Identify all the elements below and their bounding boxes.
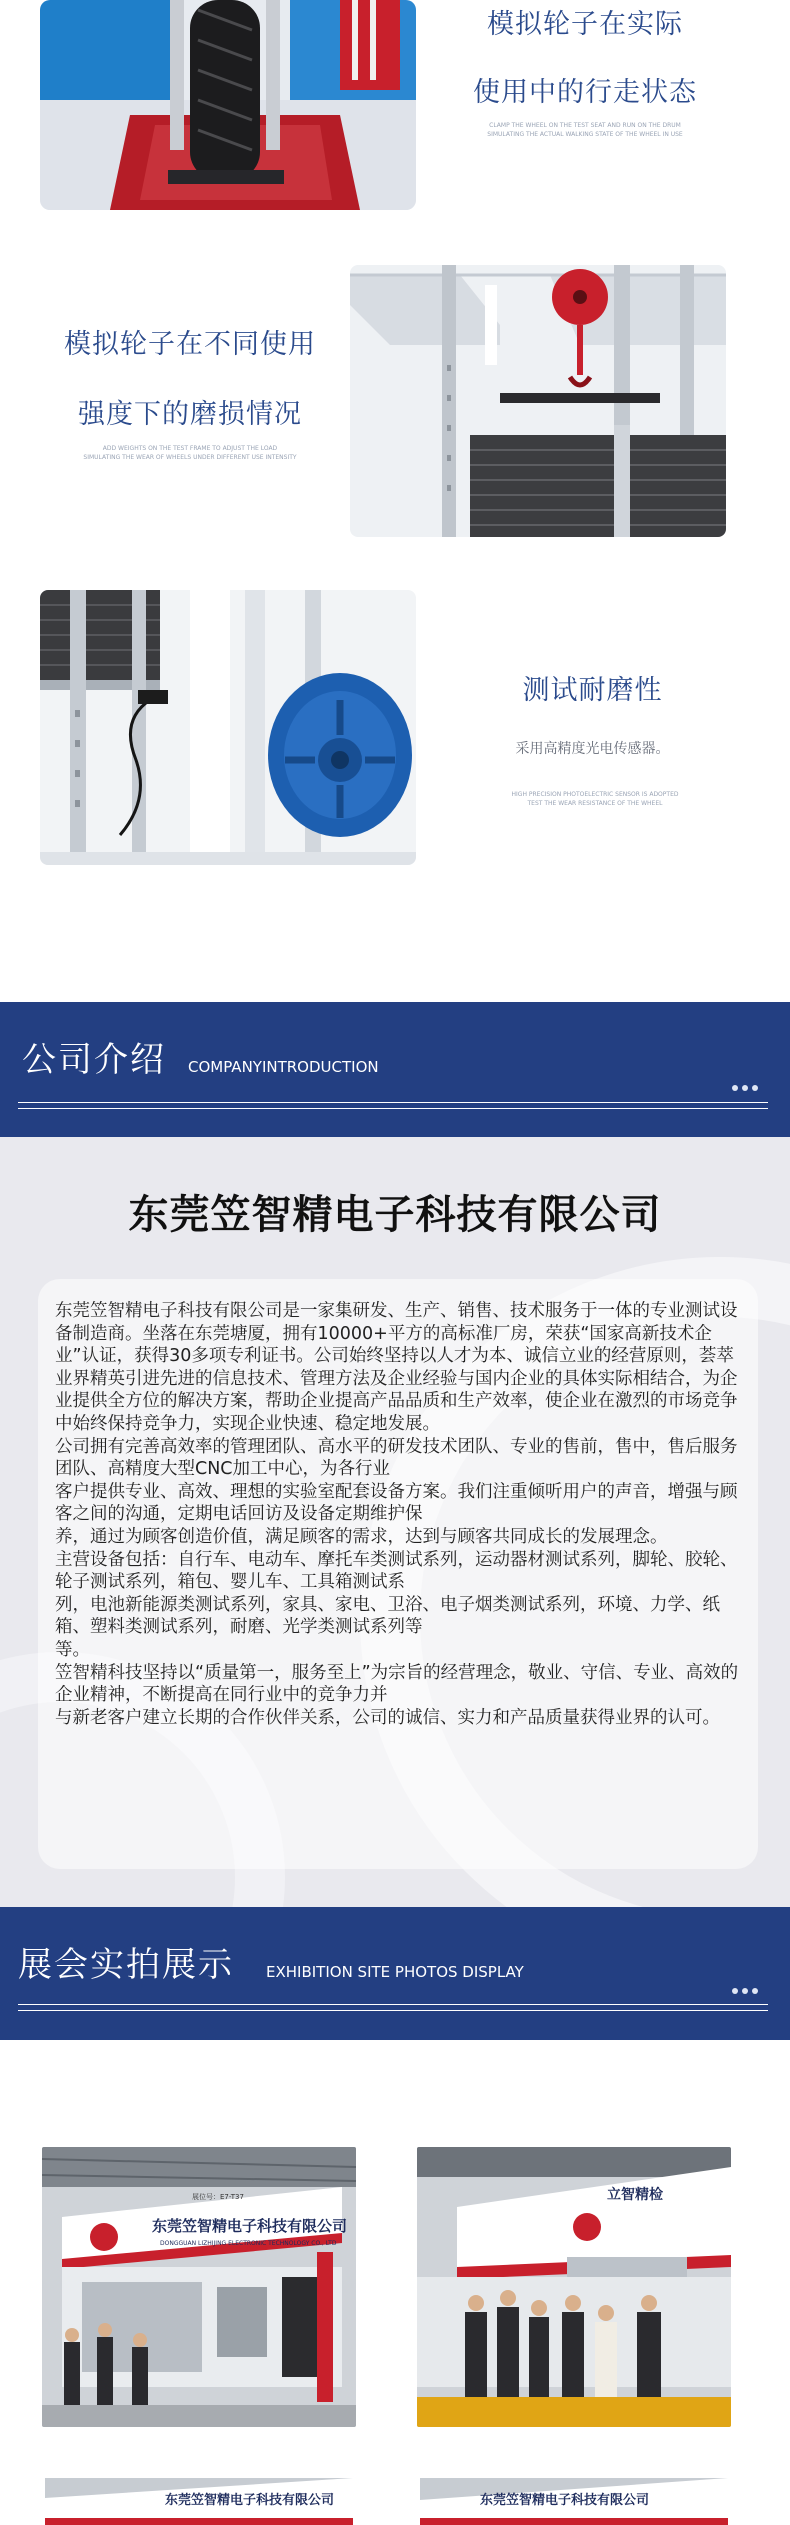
intro-paragraph: 笠智精科技坚持以“质量第一，服务至上”为宗旨的经营理念，敬业、守信、专业、高效的企业精神，不断提高在同行业中的竞争力并 [55, 1662, 739, 1706]
feature-2-title-line-2: 强度下的磨损情况 [78, 399, 302, 430]
company-intro-section [0, 1137, 790, 1907]
weight-load-frame-photo [350, 265, 726, 537]
banner-divider [18, 1108, 768, 1109]
intro-paragraph: 东莞笠智精电子科技有限公司是一家集研发、生产、销售、技术服务于一体的专业测试设备制造商。坐落在东莞塘厦，拥有10000+平方的高标准厂房，荣获“国家高新技术企业”认证，获得30多项专利证书。公司始终坚持以人才为本、诚信立业的经营原则，荟萃业界精英引进先进的信息技术、管理方法及企业经验与国内企业的具体实际相结合，为企业提供全方位的解决方案，帮助企业提高产品品质和生产效率，使企业在激烈的市场竞争中始终保持竞争力，实现企业快速、稳定地发展。 [55, 1301, 738, 1434]
feature-2-title-line-1: 模拟轮子在不同使用 [64, 329, 316, 360]
feature-3-title: 测试耐磨性 [522, 675, 663, 706]
company-intro-banner [0, 1002, 790, 1137]
booth-sign-company: 东莞笠智精电子科技有限公司 [152, 2217, 348, 2235]
feature-1-title-line-2: 使用中的行走状态 [473, 77, 697, 108]
exhibition-photo-3 [45, 2478, 353, 2525]
intro-paragraph: 客户提供专业、高效、理想的实验室配套设备方案。我们注重倾听用户的声音，增强与顾客之间的沟通，定期电话回访及设备定期维护保 [55, 1481, 738, 1525]
intro-paragraph: 等。 [55, 1639, 90, 1660]
exhibition-title: 展会实拍展示 [18, 1945, 234, 1985]
feature-2-fineprint-1: ADD WEIGHTS ON THE TEST FRAME TO ADJUST THE LOAD [102, 445, 278, 452]
intro-paragraph: 列，电池新能源类测试系列，家具、家电、卫浴、电子烟类测试系列，环境、力学、纸箱、塑料类测试系列，耐磨、光学类测试系列等 [55, 1594, 720, 1638]
feature-3-fineprint-2: TEST THE WEAR RESISTANCE OF THE WHEEL [527, 800, 663, 807]
feature-1-fineprint-1: CLAMP THE WHEEL ON THE TEST SEAT AND RUN ON THE DRUM [489, 122, 681, 129]
intro-paragraph: 养，通过为顾客创造价值，满足顾客的需求，达到与顾客共同成长的发展理念。 [55, 1526, 668, 1547]
intro-paragraph: 公司拥有完善高效率的管理团队、高水平的研发技术团队、专业的售前，售中，售后服务团队、高精度大型CNC加工中心，为各行业 [55, 1436, 738, 1480]
company-name: 东莞笠智精电子科技有限公司 [128, 1192, 662, 1238]
exhibition-photo-2 [417, 2147, 731, 2427]
tire-drum-test-photo [40, 0, 416, 210]
booth-number: 展位号：E7-T37 [192, 2193, 244, 2201]
wear-sensor-photo [40, 590, 416, 865]
exhibition-subtitle: EXHIBITION SITE PHOTOS DISPLAY [266, 1963, 524, 1981]
feature-3-subtitle: 采用高精度光电传感器。 [515, 741, 670, 757]
booth-sign-company: 东莞笠智精电子科技有限公司 [165, 2493, 335, 2508]
feature-3-fineprint-1: HIGH PRECISION PHOTOELECTRIC SENSOR IS ADOPTED [511, 791, 679, 798]
feature-1-title-line-1: 模拟轮子在实际 [487, 9, 683, 40]
booth-sign-partner: 立智精检 [607, 2187, 663, 2203]
intro-paragraph: 主营设备包括：自行车、电动车、摩托车类测试系列，运动器材测试系列，脚轮、胶轮、轮子测试系列，箱包、婴儿车、工具箱测试系 [55, 1549, 738, 1593]
company-intro-subtitle: COMPANYINTRODUCTION [188, 1058, 379, 1076]
banner-divider [18, 2004, 768, 2005]
exhibition-photo-4 [420, 2478, 728, 2525]
booth-sign-english: DONGGUAN LIZHIJING ELECTRONIC TECHNOLOGY CO., LTD [160, 2240, 337, 2247]
feature-2-fineprint-2: SIMULATING THE WEAR OF WHEELS UNDER DIFFERENT USE INTENSITY [83, 454, 297, 461]
exhibition-photo-1 [42, 2147, 356, 2427]
banner-dots-icon [732, 1988, 758, 1994]
banner-divider [18, 2010, 768, 2011]
feature-1-fineprint-2: SIMULATING THE ACTUAL WALKING STATE OF THE WHEEL IN USE [487, 131, 683, 138]
intro-paragraph: 与新老客户建立长期的合作伙伴关系，公司的诚信、实力和产品质量获得业界的认可。 [55, 1707, 720, 1728]
exhibition-banner [0, 1907, 790, 2040]
booth-sign-company: 东莞笠智精电子科技有限公司 [480, 2493, 650, 2508]
banner-dots-icon [732, 1085, 758, 1091]
company-intro-title: 公司介绍 [22, 1040, 166, 1080]
banner-divider [18, 1102, 768, 1103]
company-description [55, 1300, 740, 1729]
